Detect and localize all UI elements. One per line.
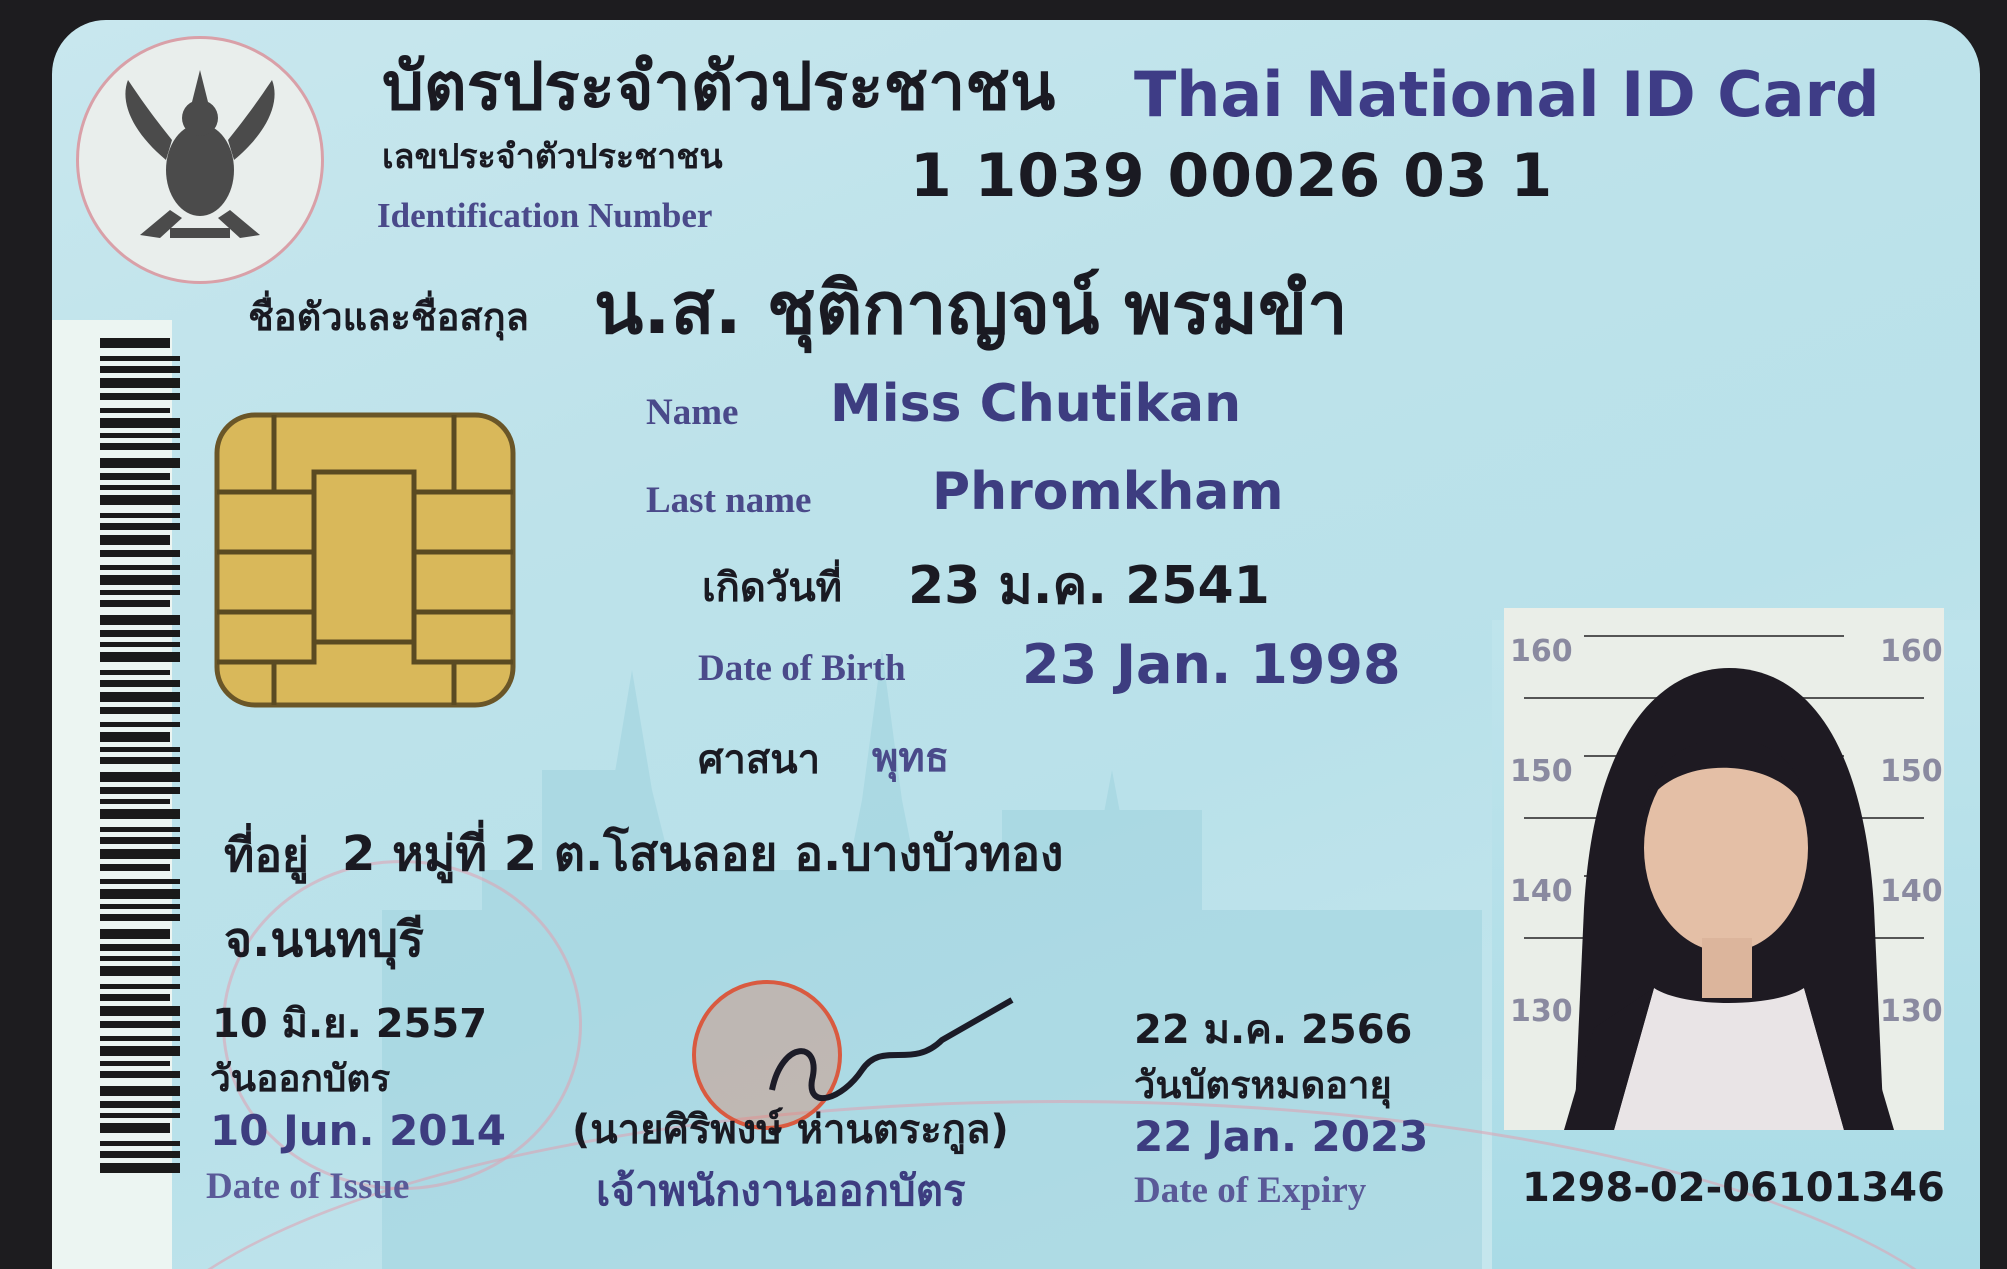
birth-date-english: 23 Jan. 1998 — [1022, 633, 1401, 696]
address-label-thai: ที่อยู่ — [224, 828, 309, 882]
birth-date-thai: 23 ม.ค. 2541 — [908, 556, 1270, 616]
name-label-english: Name — [646, 392, 739, 433]
expiry-date-english: 22 Jan. 2023 — [1134, 1112, 1429, 1161]
card-title-thai: บัตรประจำตัวประชาชน — [382, 48, 1056, 125]
card-serial-code: 1298-02-06101346 — [1522, 1165, 1945, 1211]
id-number: 1 1039 00026 03 1 — [910, 141, 1554, 211]
expiry-date-thai: 22 ม.ค. 2566 — [1134, 1007, 1413, 1053]
id-card — [52, 20, 1980, 1269]
address-line-2: จ.นนทบุรี — [224, 912, 424, 968]
garuda-emblem-icon — [76, 36, 324, 284]
height-scale-label: 150 — [1510, 754, 1573, 789]
barcode-icon — [100, 338, 180, 1178]
id-number-label-thai: เลขประจำตัวประชาชน — [382, 137, 723, 177]
birth-date-label-thai: เกิดวันที่ — [702, 565, 843, 611]
last-name-label-english: Last name — [646, 480, 812, 521]
issue-date-label-english: Date of Issue — [206, 1166, 410, 1207]
height-scale-label: 130 — [1510, 994, 1573, 1029]
height-scale-label: 130 — [1880, 994, 1943, 1029]
id-number-label-english: Identification Number — [377, 196, 713, 235]
religion-label-thai: ศาสนา — [698, 737, 821, 783]
issuing-officer-title: เจ้าพนักงานออกบัตร — [596, 1166, 966, 1215]
name-english: Miss Chutikan — [830, 374, 1242, 434]
address-line-1: 2 หมู่ที่ 2 ต.โสนลอย อ.บางบัวทอง — [342, 826, 1064, 882]
issue-date-label-thai: วันออกบัตร — [210, 1057, 391, 1100]
expiry-date-label-thai: วันบัตรหมดอายุ — [1134, 1063, 1392, 1107]
religion-thai: พุทธ — [872, 735, 950, 781]
name-label-thai: ชื่อตัวและชื่อสกุล — [248, 295, 529, 339]
name-thai: น.ส. ชุติกาญจน์ พรมขำ — [594, 266, 1348, 350]
issue-date-english: 10 Jun. 2014 — [210, 1106, 506, 1155]
height-scale-label: 160 — [1880, 634, 1943, 669]
expiry-date-label-english: Date of Expiry — [1134, 1170, 1367, 1211]
issuing-officer-name: (นายศิริพงษ์ ห่านตระกูล) — [572, 1107, 1009, 1153]
holder-photo — [1504, 608, 1944, 1130]
birth-date-label-english: Date of Birth — [698, 648, 906, 689]
last-name-english: Phromkham — [932, 462, 1284, 522]
height-scale-label: 150 — [1880, 754, 1943, 789]
card-title-english: Thai National ID Card — [1134, 58, 1880, 131]
smart-chip-icon — [214, 412, 516, 708]
height-scale-label: 160 — [1510, 634, 1573, 669]
height-scale-label: 140 — [1510, 874, 1573, 909]
height-scale-label: 140 — [1880, 874, 1943, 909]
issue-date-thai: 10 มิ.ย. 2557 — [212, 1001, 488, 1047]
